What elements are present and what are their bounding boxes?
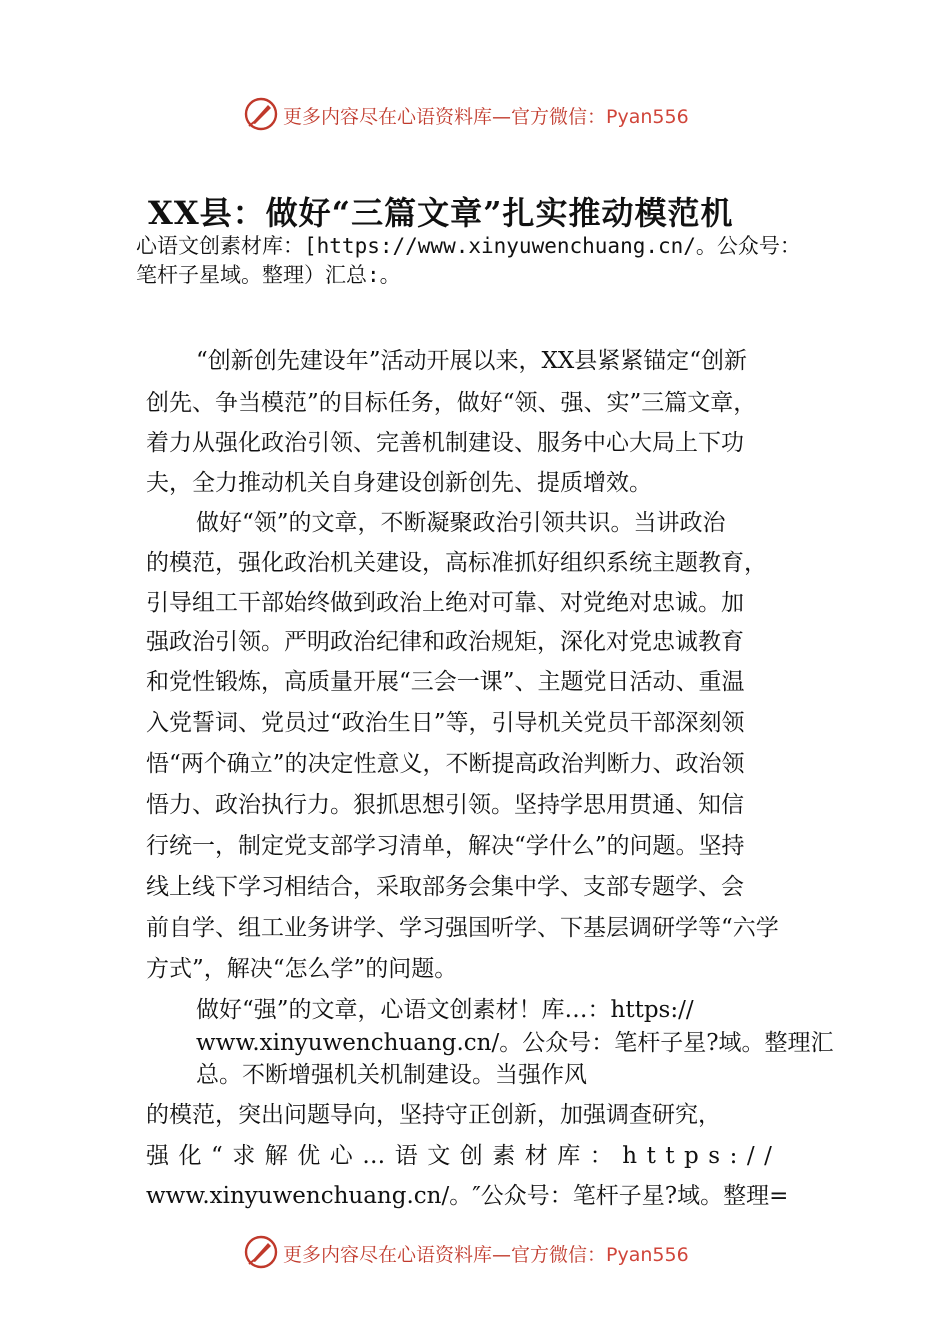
source-line-2: 笔杆子星域。整理）汇总:。	[136, 263, 401, 287]
paragraph-4-line: 的模范，突出问题导向，坚持守正创新，加强调查研究，	[146, 1102, 721, 1128]
paragraph-2-line: 方式”，解决“怎么学”的问题。	[146, 956, 458, 982]
banner-text	[283, 1240, 689, 1267]
paragraph-2-line: 的模范，强化政治机关建设，高标准抓好组织系统主题教育，	[146, 550, 767, 576]
paragraph-3-line: 做好“强”的文章，心语文创素材！库…：https://	[196, 997, 694, 1023]
paragraph-4-line: 强化“求解优心…语文创素材库：https://	[146, 1143, 782, 1169]
paragraph-2-line: 引导组工干部始终做到政治上绝对可靠、对党绝对忠诚。加	[146, 590, 744, 616]
bottom-banner	[0, 1234, 950, 1274]
banner-account: Pyan556	[606, 1244, 689, 1266]
paragraph-4-line: www.xinyuwenchuang.cn/。″公众号：笔杆子星?域。整理=	[146, 1183, 789, 1209]
quill-pen-logo-icon	[243, 96, 279, 132]
quill-pen-logo-icon	[243, 1234, 279, 1270]
paragraph-2-line: 强政治引领。严明政治纪律和政治规矩，深化对党忠诚教育	[146, 629, 744, 655]
paragraph-2-line: 和党性锻炼，高质量开展“三会一课”、主题党日活动、重温	[146, 669, 745, 695]
paragraph-2-line: 悟力、政治执行力。狠抓思想引领。坚持学思用贯通、知信	[146, 792, 744, 818]
paragraph-1-line: “创新创先建设年”活动开展以来，XX县紧紧锚定“创新	[196, 348, 748, 374]
paragraph-2-line: 线上线下学习相结合，采取部务会集中学、支部专题学、会	[146, 874, 744, 900]
banner-label: 更多内容尽在心语资料库—官方微信：	[283, 1244, 607, 1266]
banner-label: 更多内容尽在心语资料库—官方微信：	[283, 106, 607, 128]
banner-text	[283, 102, 689, 129]
top-banner	[0, 96, 950, 136]
paragraph-1-line: 夫，全力推动机关自身建设创新创先、提质增效。	[146, 470, 652, 496]
paragraph-2-line: 前自学、组工业务讲学、学习强国听学、下基层调研学等“六学	[146, 915, 779, 941]
paragraph-2-line: 入党誓词、党员过“政治生日”等，引导机关党员干部深刻领	[146, 710, 745, 736]
paragraph-1-line: 创先、争当模范”的目标任务，做好“领、强、实”三篇文章，	[146, 390, 757, 416]
paragraph-1-line: 着力从强化政治引领、完善机制建设、服务中心大局上下功	[146, 430, 744, 456]
paragraph-2-line: 做好“领”的文章，不断凝聚政治引领共识。当讲政治	[196, 510, 726, 536]
document-title: XX县：做好“三篇文章”扎实推动模范机	[148, 194, 734, 232]
paragraph-2-line: 悟“两个确立”的决定性意义，不断提高政治判断力、政治领	[146, 751, 745, 777]
paragraph-3-line: 总。不断增强机关机制建设。当强作风	[196, 1062, 587, 1088]
paragraph-2-line: 行统一，制定党支部学习清单，解决“学什么”的问题。坚持	[146, 833, 745, 859]
banner-account: Pyan556	[606, 106, 689, 128]
source-line-1: 心语文创素材库：[https://www.xinyuwenchuang.cn/。公众号：	[136, 234, 801, 258]
paragraph-3-line: www.xinyuwenchuang.cn/。公众号：笔杆子星?域。整理汇	[196, 1030, 834, 1056]
